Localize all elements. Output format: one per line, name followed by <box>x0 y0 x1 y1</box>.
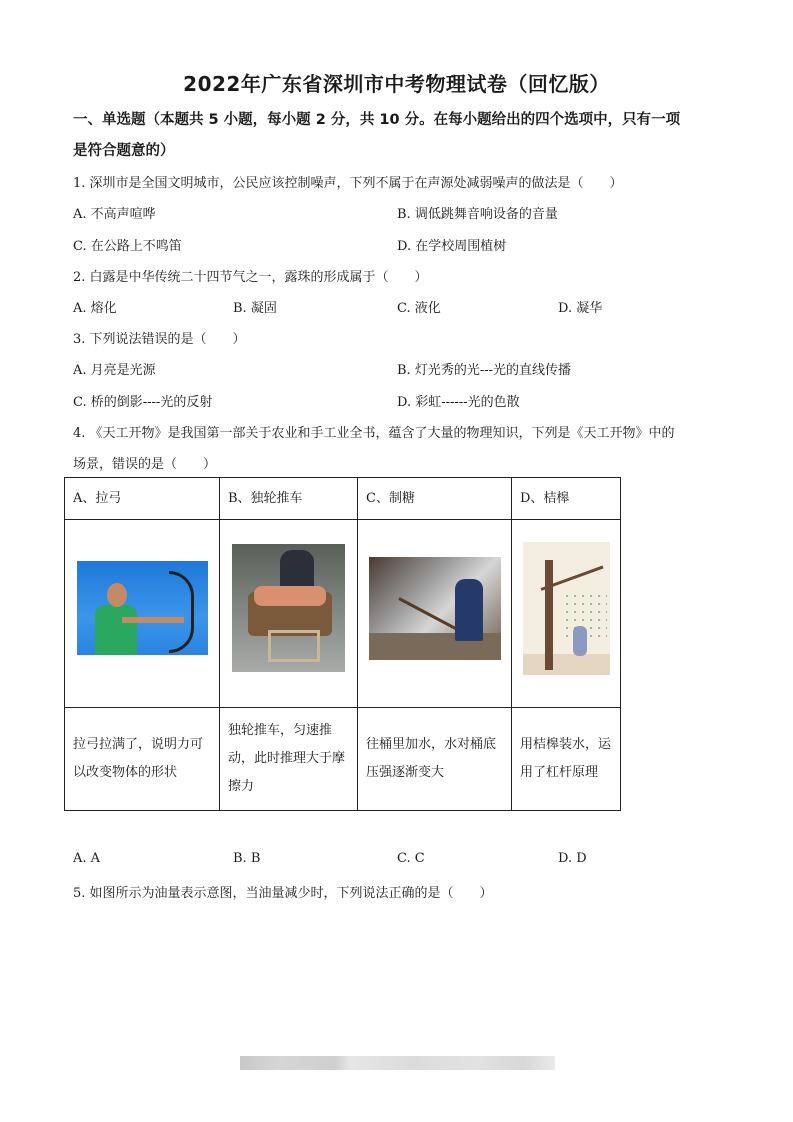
table-image-cell-a <box>65 520 220 708</box>
section-heading-line2: 是符合题意的） <box>73 143 175 159</box>
page-title: 2022年广东省深圳市中考物理试卷（回忆版） <box>183 72 610 96</box>
question-5-stem: 5. 如图所示为油量表示意图，当油量减少时，下列说法正确的是（ ） <box>73 886 493 901</box>
archer-drawing-bow-image <box>77 561 208 655</box>
question-2-option-a[interactable]: A. 熔化 <box>73 301 117 316</box>
table-image-cell-c <box>358 520 512 708</box>
table-image-cell-d <box>512 520 621 708</box>
question-2-option-d[interactable]: D. 凝华 <box>558 301 603 316</box>
question-4-option-d[interactable]: D. D <box>558 851 587 866</box>
table-header-d: D、桔槔 <box>512 478 621 520</box>
table-header-c: C、制糖 <box>358 478 512 520</box>
question-4-table <box>64 477 621 811</box>
question-4-option-b[interactable]: B. B <box>233 851 261 866</box>
table-header-b: B、独轮推车 <box>220 478 358 520</box>
table-description-c: 往桶里加水，水对桶底压强逐渐变大 <box>358 708 512 811</box>
question-3-option-a[interactable]: A. 月亮是光源 <box>73 363 156 378</box>
question-4-stem-line1: 4. 《天工开物》是我国第一部关于农业和手工业全书，蕴含了大量的物理知识，下列是《天工开物》中的 <box>73 426 675 441</box>
section-heading-line1: 一、单选题（本题共 5 小题，每小题 2 分，共 10 分。在每小题给出的四个选项中，只有一项 <box>73 112 681 128</box>
table-header-a: A、拉弓 <box>65 478 220 520</box>
question-1-stem: 1. 深圳市是全国文明城市，公民应该控制噪声，下列不属于在声源处减弱噪声的做法是（ ） <box>73 176 623 191</box>
question-2-option-b[interactable]: B. 凝固 <box>233 301 277 316</box>
question-3-option-c[interactable]: C. 桥的倒影----光的反射 <box>73 395 213 410</box>
question-1-option-a[interactable]: A. 不高声喧哗 <box>73 207 156 222</box>
question-3-option-b[interactable]: B. 灯光秀的光---光的直线传播 <box>397 363 571 378</box>
question-1-option-b[interactable]: B. 调低跳舞音响设备的音量 <box>397 207 558 222</box>
worker-making-sugar-image <box>369 557 501 660</box>
man-pushing-wheelbarrow-image <box>232 544 345 672</box>
table-description-a: 拉弓拉满了，说明力可以改变物体的形状 <box>65 708 220 811</box>
table-description-b: 独轮推车，匀速推动，此时推理大于摩擦力 <box>220 708 358 811</box>
table-description-d: 用桔槔装水，运用了杠杆原理 <box>512 708 621 811</box>
blurred-footer-watermark <box>240 1056 555 1070</box>
well-sweep-illustration-image <box>523 542 610 675</box>
question-4-option-c[interactable]: C. C <box>397 851 425 866</box>
table-image-cell-b <box>220 520 358 708</box>
question-1-option-c[interactable]: C. 在公路上不鸣笛 <box>73 239 182 254</box>
question-4-option-a[interactable]: A. A <box>73 851 101 866</box>
question-2-option-c[interactable]: C. 液化 <box>397 301 441 316</box>
question-4-stem-line2: 场景，错误的是（ ） <box>73 457 217 472</box>
question-2-stem: 2. 白露是中华传统二十四节气之一，露珠的形成属于（ ） <box>73 270 428 285</box>
question-3-stem: 3. 下列说法错误的是（ ） <box>73 332 246 347</box>
question-1-option-d[interactable]: D. 在学校周围植树 <box>397 239 507 254</box>
question-3-option-d[interactable]: D. 彩虹------光的色散 <box>397 395 520 410</box>
